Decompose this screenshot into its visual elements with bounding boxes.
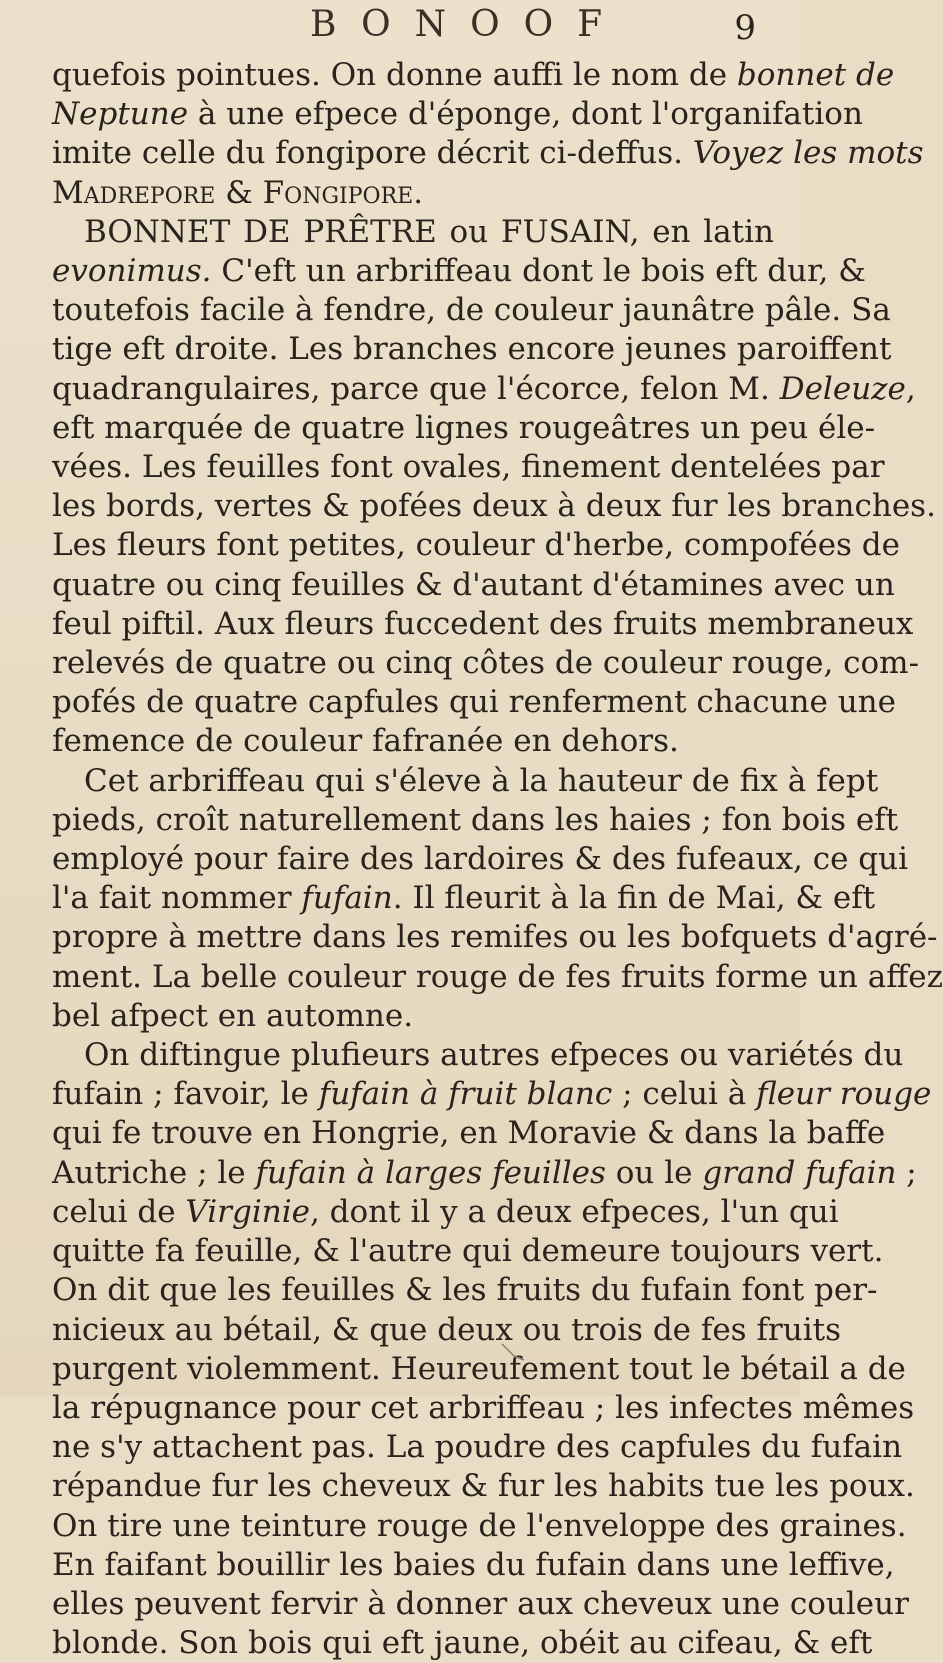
text-segment: , dont il y a deux efpeces, l'un qui	[309, 1193, 839, 1230]
text-line	[52, 134, 924, 173]
text-segment: nicieux au bétail, & que deux ou trois de fes fruits	[52, 1311, 841, 1348]
text-line	[52, 330, 892, 369]
text-line	[52, 1507, 907, 1546]
text-segment: eft marquée de quatre lignes rougeâtres un peu éle-	[52, 409, 876, 446]
page-header	[0, 4, 800, 56]
text-segment: Autriche ; le	[52, 1154, 256, 1191]
text-segment: purgent violemment. Heureufement tout le bétail a de	[52, 1350, 906, 1387]
text-segment: Neptune	[52, 96, 189, 133]
text-line	[52, 958, 943, 997]
text-line	[52, 1624, 873, 1663]
text-line	[52, 1075, 932, 1114]
text-line	[52, 526, 900, 565]
text-line	[52, 370, 916, 409]
text-segment: On tire une teinture rouge de l'enveloppe des graines.	[52, 1507, 907, 1544]
text-segment: ou le	[605, 1154, 703, 1191]
text-segment: vées. Les feuilles font ovales, finement dentelées par	[52, 449, 885, 486]
text-line	[52, 409, 876, 448]
text-segment: ment. La belle couleur rouge de fes fruits forme un affez	[52, 958, 943, 995]
text-segment: Deleuze	[779, 370, 906, 407]
text-segment: tige eft droite. Les branches encore jeunes paroiffent	[52, 331, 892, 368]
text-line	[52, 252, 866, 291]
text-segment: femence de couleur fafranée en dehors.	[52, 723, 679, 760]
text-line	[52, 1585, 909, 1624]
text-line	[52, 448, 885, 487]
text-segment: C'eft un arbriffeau dont le bois eft dur, &	[211, 253, 866, 290]
text-line	[52, 487, 936, 526]
text-segment: quatre ou cinq feuilles & d'autant d'étamines avec un	[52, 566, 895, 603]
text-line	[52, 1036, 904, 1075]
page-number: 9	[734, 8, 756, 48]
text-segment: fufain à larges feuilles	[255, 1154, 606, 1191]
text-line	[52, 605, 914, 644]
text-segment: quitte fa feuille, & l'autre qui demeure toujours vert.	[52, 1233, 884, 1270]
text-segment: la répugnance pour cet arbriffeau ; les infectes mêmes	[52, 1389, 915, 1426]
text-segment: blonde. Son bois qui eft jaune, obéit au cifeau, & eft	[52, 1625, 873, 1662]
text-segment: répandue fur les cheveux & fur les habits tue les poux.	[52, 1468, 915, 1505]
text-segment: ne s'y attachent pas. La poudre des capfules du fufain	[52, 1429, 903, 1466]
text-line	[52, 56, 895, 95]
text-line	[52, 997, 774, 1036]
text-segment: imite celle du fongipore décrit ci-deffus.	[52, 135, 693, 172]
text-line	[52, 1232, 884, 1271]
text-line	[52, 801, 899, 840]
text-line	[52, 840, 909, 879]
text-segment: Madrepore	[52, 174, 216, 211]
text-segment: Voyez les mots	[692, 135, 924, 172]
text-line	[52, 1154, 917, 1193]
text-line	[52, 1546, 895, 1585]
text-segment: quefois pointues. On donne auffi le nom de	[52, 57, 737, 93]
text-line	[52, 879, 876, 918]
text-segment: elles peuvent fervir à donner aux cheveux une couleur	[52, 1585, 909, 1622]
text-segment: fufain ; favoir, le	[52, 1076, 319, 1113]
text-line	[52, 1193, 839, 1232]
text-segment: En faifant bouillir les baies du fufain dans une leffive,	[52, 1546, 895, 1583]
text-segment: employé pour faire des lardoires & des fufeaux, ce qui	[52, 841, 909, 878]
text-segment: les bords, vertes & pofées deux à deux fur les branches.	[52, 488, 936, 525]
text-line	[52, 213, 774, 252]
text-line	[52, 1114, 886, 1153]
text-segment: bel afpect en automne.	[52, 997, 414, 1034]
text-line	[52, 566, 895, 605]
text-segment: evonimus.	[52, 253, 212, 290]
running-head: BONOOF	[310, 4, 627, 45]
text-line	[52, 683, 896, 722]
text-segment: .	[413, 174, 424, 211]
text-segment: qui fe trouve en Hongrie, en Moravie & dans la baffe	[52, 1115, 886, 1152]
text-segment: BONNET DE PRÊTRE ou FUSAIN, en latin	[84, 213, 774, 250]
text-segment: ; celui à	[612, 1076, 757, 1113]
text-segment: ;	[896, 1154, 917, 1191]
text-segment: bonnet de	[736, 57, 895, 93]
text-segment: relevés de quatre ou cinq côtes de couleur rouge, com-	[52, 645, 920, 682]
text-line	[52, 1311, 841, 1350]
text-line	[52, 918, 938, 957]
text-segment: à une efpece d'éponge, dont l'organifation	[188, 96, 863, 133]
text-segment: Les fleurs font petites, couleur d'herbe, compofées de	[52, 527, 900, 564]
text-line	[52, 1389, 915, 1428]
body-text	[52, 56, 943, 1663]
text-segment: feul piftil. Aux fleurs fuccedent des fruits membraneux	[52, 605, 914, 642]
text-segment: Fongipore	[262, 174, 414, 211]
text-line	[52, 174, 774, 213]
text-segment: &	[215, 174, 263, 211]
text-segment: On dit que les feuilles & les fruits du fufain font per-	[52, 1272, 878, 1309]
text-segment: . Il fleurit à la fin de Mai, & eft	[392, 880, 876, 917]
text-segment: celui de	[52, 1193, 186, 1230]
text-line	[52, 762, 879, 801]
text-line	[52, 722, 774, 761]
text-segment: fleur rouge	[756, 1076, 932, 1113]
text-segment: Virginie	[185, 1193, 310, 1230]
text-line	[52, 95, 863, 134]
text-line	[52, 1428, 903, 1467]
text-line	[52, 1467, 915, 1506]
text-segment: On diftingue plufieurs autres efpeces ou variétés du	[84, 1037, 904, 1074]
text-segment: propre à mettre dans les remifes ou les bofquets d'agré-	[52, 919, 938, 956]
text-segment: ,	[905, 370, 916, 407]
text-segment: pofés de quatre capfules qui renferment chacune une	[52, 684, 896, 721]
text-segment: Cet arbriffeau qui s'éleve à la hauteur de fix à fept	[84, 762, 879, 799]
text-line	[52, 644, 920, 683]
text-segment: pieds, croît naturellement dans les haies ; fon bois eft	[52, 801, 899, 838]
text-segment: toutefois facile à fendre, de couleur jaunâtre pâle. Sa	[52, 292, 891, 329]
text-segment: fufain à fruit blanc	[318, 1076, 613, 1113]
text-line	[52, 1350, 906, 1389]
text-line	[52, 291, 891, 330]
text-line	[52, 1271, 878, 1310]
margin-mark	[500, 1342, 528, 1364]
text-segment: quadrangulaires, parce que l'écorce, felon M.	[52, 370, 780, 407]
text-segment: l'a fait nommer	[52, 880, 302, 917]
text-segment: grand fufain	[702, 1154, 897, 1191]
text-segment: fufain	[301, 880, 393, 917]
